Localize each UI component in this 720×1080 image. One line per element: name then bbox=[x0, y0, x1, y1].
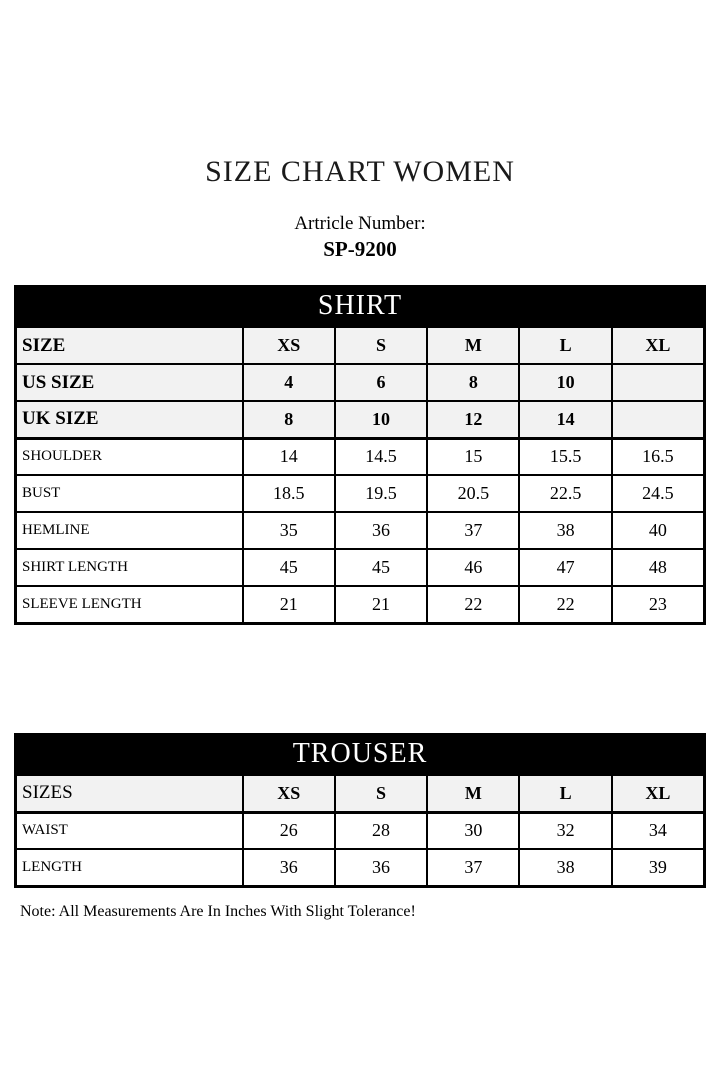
row-value-cell: XL bbox=[612, 327, 704, 364]
row-value-cell: 46 bbox=[427, 549, 519, 586]
row-value-cell: 37 bbox=[427, 512, 519, 549]
table-row bbox=[16, 327, 704, 364]
trouser-table-title-band: TROUSER bbox=[15, 734, 705, 774]
row-label-cell: SIZE bbox=[16, 327, 243, 364]
row-value-cell: S bbox=[335, 327, 427, 364]
row-value-cell: 18.5 bbox=[243, 475, 335, 512]
row-value-cell: 14 bbox=[519, 401, 611, 438]
trouser-size-table-section bbox=[14, 733, 706, 888]
row-value-cell: 6 bbox=[335, 364, 427, 401]
row-value-cell: 45 bbox=[243, 549, 335, 586]
row-label-cell: SHIRT LENGTH bbox=[16, 549, 243, 586]
row-label-cell: SHOULDER bbox=[16, 438, 243, 475]
row-value-cell: 10 bbox=[519, 364, 611, 401]
article-number-label: Artricle Number: bbox=[294, 213, 426, 234]
row-value-cell: 26 bbox=[243, 812, 335, 849]
row-value-cell: 35 bbox=[243, 512, 335, 549]
row-value-cell: 22.5 bbox=[519, 475, 611, 512]
row-value-cell: S bbox=[335, 775, 427, 812]
row-label-cell: HEMLINE bbox=[16, 512, 243, 549]
row-value-cell: 36 bbox=[335, 512, 427, 549]
row-value-cell: 14 bbox=[243, 438, 335, 475]
table-row bbox=[16, 512, 704, 549]
table-row bbox=[16, 586, 704, 623]
row-label-cell: SLEEVE LENGTH bbox=[16, 586, 243, 623]
shirt-size-table bbox=[15, 326, 705, 624]
page-title: SIZE CHART WOMEN bbox=[205, 155, 515, 188]
row-value-cell: M bbox=[427, 327, 519, 364]
trouser-size-table bbox=[15, 774, 705, 887]
row-value-cell: 37 bbox=[427, 849, 519, 886]
article-number-value: SP-9200 bbox=[323, 237, 397, 261]
row-value-cell: 38 bbox=[519, 849, 611, 886]
row-value-cell: 16.5 bbox=[612, 438, 704, 475]
row-value-cell: 15.5 bbox=[519, 438, 611, 475]
row-value-cell: 21 bbox=[335, 586, 427, 623]
row-value-cell: 19.5 bbox=[335, 475, 427, 512]
row-value-cell bbox=[612, 364, 704, 401]
row-value-cell: L bbox=[519, 775, 611, 812]
table-row bbox=[16, 549, 704, 586]
row-value-cell: 10 bbox=[335, 401, 427, 438]
row-value-cell: 39 bbox=[612, 849, 704, 886]
shirt-table-title-band: SHIRT bbox=[15, 286, 705, 326]
table-row bbox=[16, 475, 704, 512]
table-row bbox=[16, 812, 704, 849]
table-row bbox=[16, 849, 704, 886]
row-label-cell: WAIST bbox=[16, 812, 243, 849]
row-value-cell: 22 bbox=[427, 586, 519, 623]
row-label-cell: BUST bbox=[16, 475, 243, 512]
row-value-cell: 28 bbox=[335, 812, 427, 849]
shirt-size-table-section bbox=[14, 285, 706, 625]
row-value-cell: 30 bbox=[427, 812, 519, 849]
table-row bbox=[16, 401, 704, 438]
row-value-cell: XL bbox=[612, 775, 704, 812]
row-label-cell: UK SIZE bbox=[16, 401, 243, 438]
row-value-cell bbox=[612, 401, 704, 438]
row-value-cell: 24.5 bbox=[612, 475, 704, 512]
row-value-cell: M bbox=[427, 775, 519, 812]
row-value-cell: 21 bbox=[243, 586, 335, 623]
row-value-cell: 8 bbox=[243, 401, 335, 438]
row-value-cell: L bbox=[519, 327, 611, 364]
row-value-cell: 34 bbox=[612, 812, 704, 849]
row-value-cell: 14.5 bbox=[335, 438, 427, 475]
row-value-cell: 36 bbox=[243, 849, 335, 886]
row-value-cell: 40 bbox=[612, 512, 704, 549]
measurement-note: Note: All Measurements Are In Inches With Slight Tolerance! bbox=[20, 903, 416, 920]
row-value-cell: 15 bbox=[427, 438, 519, 475]
row-value-cell: 45 bbox=[335, 549, 427, 586]
row-value-cell: 47 bbox=[519, 549, 611, 586]
row-value-cell: 4 bbox=[243, 364, 335, 401]
row-value-cell: 38 bbox=[519, 512, 611, 549]
row-label-cell: LENGTH bbox=[16, 849, 243, 886]
row-value-cell: 36 bbox=[335, 849, 427, 886]
row-label-cell: US SIZE bbox=[16, 364, 243, 401]
table-row bbox=[16, 775, 704, 812]
row-label-cell: SIZES bbox=[16, 775, 243, 812]
row-value-cell: XS bbox=[243, 327, 335, 364]
row-value-cell: 22 bbox=[519, 586, 611, 623]
row-value-cell: 12 bbox=[427, 401, 519, 438]
row-value-cell: 8 bbox=[427, 364, 519, 401]
row-value-cell: XS bbox=[243, 775, 335, 812]
row-value-cell: 23 bbox=[612, 586, 704, 623]
table-row bbox=[16, 438, 704, 475]
table-row bbox=[16, 364, 704, 401]
row-value-cell: 32 bbox=[519, 812, 611, 849]
row-value-cell: 48 bbox=[612, 549, 704, 586]
row-value-cell: 20.5 bbox=[427, 475, 519, 512]
